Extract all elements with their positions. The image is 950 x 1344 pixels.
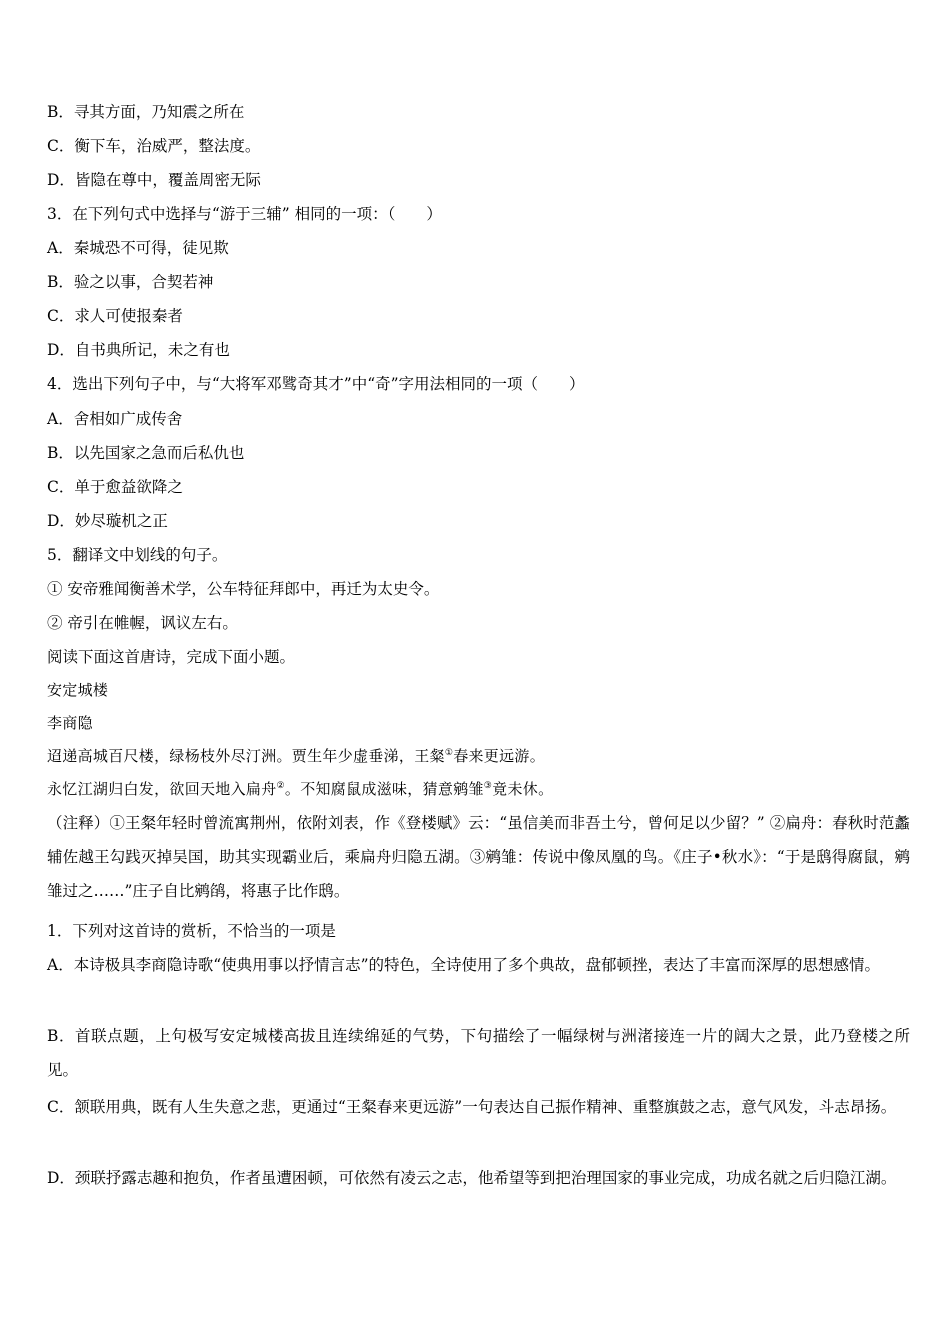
q4-option-b: B．以先国家之急而后私仇也 <box>47 444 245 462</box>
poem-annotation: （注释）①王粲年轻时曾流寓荆州，依附刘表，作《登楼赋》云：“虽信美而非吾土兮，曾何足以少留？” ②扁舟：春秋时范蠡辅佐越王勾践灭掉吴国，助其实现霸业后，乘扁舟归隐五湖。③鹓雏：传说中像凤凰的鸟。《庄子•秋水》：“于是鸱得腐鼠，鹓雏过之……”庄子自比鹓鹐，将惠子比作鸱。 <box>47 814 910 900</box>
sub-q1-option-b: B．首联点题，上句极写安定城楼高拔且连续绵延的气势，下句描绘了一幅绿树与洲渚接连一片的阔大之景，此乃登楼之所见。 <box>47 1027 910 1079</box>
q2-option-b: B．寻其方面，乃知震之所在 <box>47 103 245 121</box>
q3-option-c: C．求人可使报秦者 <box>47 307 183 325</box>
q5-sentence-2: ② 帝引在帷幄，讽议左右。 <box>47 614 238 632</box>
poem-line-2 <box>47 778 910 800</box>
poem-line-2-part-a: 永忆江湖归白发，欲回天地入扁舟 <box>47 780 277 798</box>
sub-q1-option-c: C．颔联用典，既有人生失意之悲，更通过“王粲春来更远游”一句表达自己振作精神、重整旗鼓之志，意气风发，斗志昂扬。 <box>47 1098 897 1116</box>
poem-line-2-part-b: 。不知腐鼠成滋味，猜意鹓雏 <box>284 780 484 798</box>
q4-option-a: A．舍相如广成传舍 <box>47 410 183 428</box>
footnote-marker-2: ② <box>276 781 285 791</box>
q5-question: 5．翻译文中划线的句子。 <box>47 546 228 564</box>
footnote-marker-1: ① <box>444 748 454 758</box>
q2-option-c: C．衡下车，治威严，整法度。 <box>47 137 261 155</box>
q5-sentence-1: ① 安帝雅闻衡善术学，公车特征拜郎中，再迁为太史令。 <box>47 580 440 598</box>
poem-line-1 <box>47 745 910 767</box>
q3-question: 3．在下列句式中选择与“游于三辅” 相同的一项：（ ） <box>47 205 442 223</box>
poem-line-1-part-b: 春来更远游。 <box>453 747 545 765</box>
q2-option-d: D．皆隐在尊中，覆盖周密无际 <box>47 171 261 189</box>
poem-line-1-part-a: 迢递高城百尺楼，绿杨枝外尽汀洲。贾生年少虚垂涕，王粲 <box>47 747 445 765</box>
footnote-marker-3: ③ <box>483 781 493 791</box>
q4-option-d: D．妙尽璇机之正 <box>47 512 168 530</box>
sub-q1-option-a: A．本诗极具李商隐诗歌“使典用事以抒情言志”的特色，全诗使用了多个典故，盘郁顿挫，表达了丰富而深厚的思想感情。 <box>47 956 881 974</box>
q4-question: 4．选出下列句子中，与“大将军邓骘奇其才”中“奇”字用法相同的一项（ ） <box>47 375 585 393</box>
sub-q1-option-d: D．颈联抒露志趣和抱负，作者虽遭困顿，可依然有凌云之志，他希望等到把治理国家的事业完成，功成名就之后归隐江湖。 <box>47 1169 897 1187</box>
sub-q1-question: 1．下列对这首诗的赏析，不恰当的一项是 <box>47 922 336 940</box>
poem-line-2-part-c: 竟未休。 <box>492 780 554 798</box>
q3-option-d: D．自书典所记，未之有也 <box>47 341 230 359</box>
q3-option-b: B．验之以事，合契若神 <box>47 273 214 291</box>
q3-option-a: A．秦城恐不可得，徒见欺 <box>47 239 229 257</box>
q4-option-c: C．单于愈益欲降之 <box>47 478 183 496</box>
reading-intro: 阅读下面这首唐诗，完成下面小题。 <box>47 648 296 666</box>
poem-title: 安定城楼 <box>47 681 109 699</box>
poem-author: 李商隐 <box>47 714 93 732</box>
